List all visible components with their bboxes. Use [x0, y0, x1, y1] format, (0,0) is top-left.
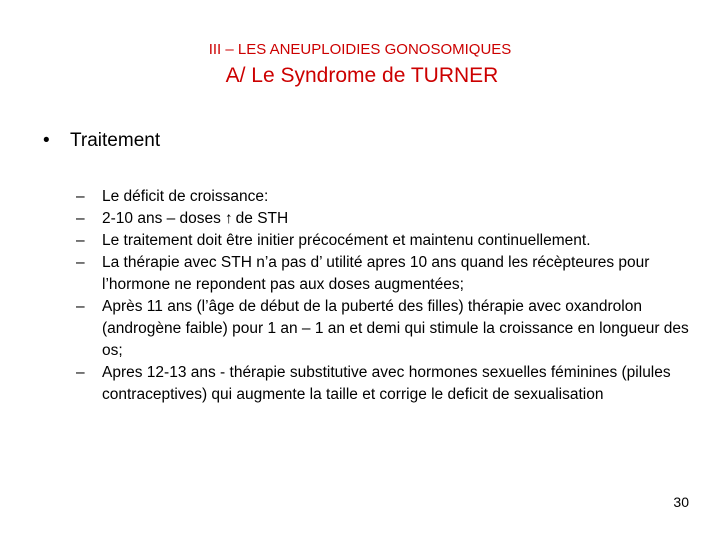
list-item-text: [102, 208, 696, 230]
bullet-label: Traitement: [70, 130, 161, 151]
page-title-text: A/ Le Syndrome de TURNER: [225, 64, 499, 87]
dash-icon: –: [76, 188, 85, 205]
dash-icon: –: [76, 298, 85, 315]
page-title: [0, 64, 720, 88]
dash-icon: –: [76, 232, 85, 249]
up-arrow-icon: ↑: [224, 210, 233, 227]
treatment-list: [76, 186, 696, 406]
list-item-text: La thérapie avec STH n’a pas d’ utilité apres 10 ans quand les récèpteures pour l’hormone ne repondent pas aux doses augmentées;: [102, 254, 650, 293]
list-item-text: Après 11 ans (l’âge de début de la puberté des filles) thérapie avec oxandrolon (androgène faible) pour 1 an – 1 an et demi qui stimule la croissance en longueur des os;: [102, 298, 689, 359]
list-item-text: Le traitement doit être initier précocément et maintenu continuellement.: [102, 232, 591, 249]
dash-icon: –: [76, 364, 85, 381]
list-item: [76, 296, 696, 362]
list-item-text-before: 2-10 ans – doses: [102, 210, 221, 227]
page-number: 30: [673, 494, 689, 510]
list-item-text-after: de STH: [235, 210, 289, 227]
list-item-text: Apres 12-13 ans - thérapie substitutive avec hormones sexuelles féminines (pilules contraceptives) qui augmente la taille et corrige le deficit de sexualisation: [102, 364, 671, 403]
dash-icon: –: [76, 210, 85, 227]
bullet-icon: •: [43, 130, 50, 151]
list-item: [76, 252, 696, 296]
list-item-text: Le déficit de croissance:: [102, 188, 269, 205]
section-title-text: III – LES ANEUPLOIDIES GONOSOMIQUES: [208, 41, 512, 58]
list-item: [76, 230, 696, 252]
list-item: [76, 208, 696, 230]
list-item: [76, 362, 696, 406]
list-item: [76, 186, 696, 208]
section-title: [0, 41, 720, 58]
dash-icon: –: [76, 254, 85, 271]
bullet-traitement: [43, 130, 160, 152]
